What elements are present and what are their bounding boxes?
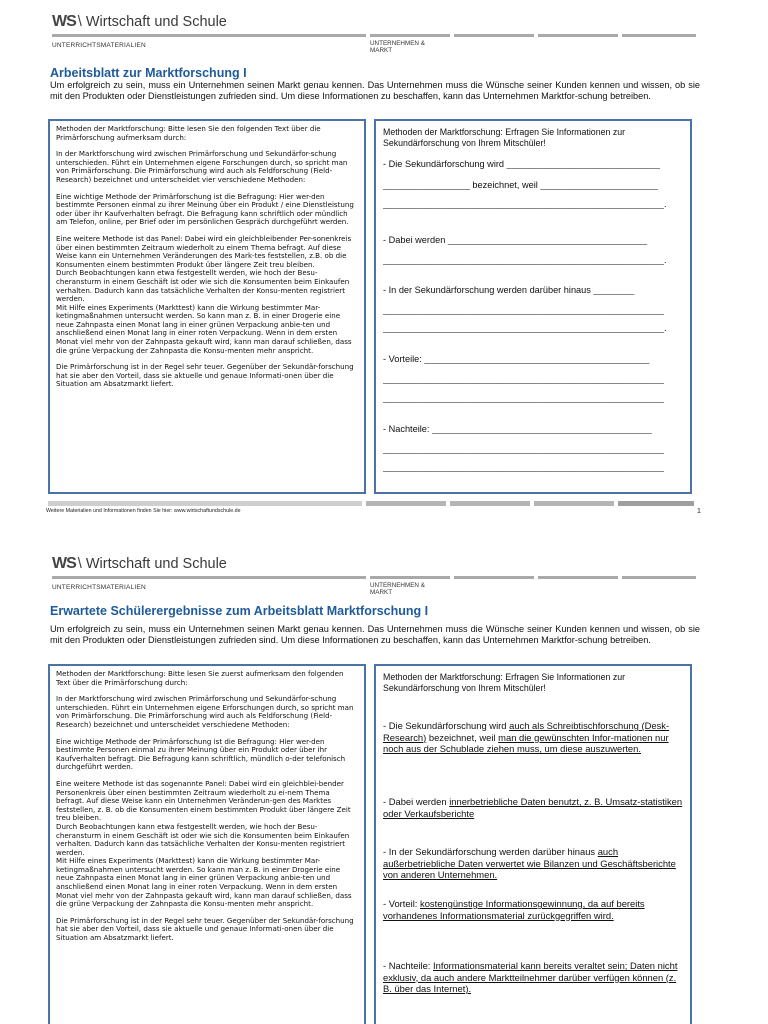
footer-rule [366,501,446,506]
answer-blank-line[interactable]: _______________________________________________________ [383,374,665,384]
topic-label-line: UNTERNEHMEN & [370,582,425,589]
footer-rule [618,501,694,506]
answer-prompt: - Vorteil: [383,898,420,909]
paragraph: Eine weitere Methode ist das sogenannte Panel: Dabei wird ein gleichblei-bender Personenkreis über einen bestimmten Zeitraum wiederholt zu ei-nem Thema befragt. Auf diese Weise kann ein Unternehmen Veränderun-gen des Marktes feststellen, z. B. ob die Konsumenten einem bestimmten Produkt über längere Zeit treu bleiben. [56,778,351,823]
primary-research-text-box [48,119,366,494]
intro-text: Um erfolgreich zu sein, muss ein Unternehmen seinen Markt genau kennen. Das Unternehmen muss die Wünsche seiner Kunden kennen und wissen, ob sie mit den Produkten oder Dienstleistungen zufrieden sind. Um diese Informationen zu beschaffen, kann das Unternehmen Marktfor-schung betreiben. [50,80,700,101]
paragraph: Eine wichtige Methode der Primärforschung ist die Befragung: Hier wer-den bestimmte Personen einmal zu ihrer Meinung über ein Produkt oder über ihr Kaufverhalten befragt. Die Befragung kann schriftlich, mündlich o-der telefonisch durchgeführt werden. [56,736,346,772]
answer-underlined: man die gewünschten Infor-mationen nur noch aus der Schublade ziehen muss, um diese auszuwerten. [383,731,669,754]
category-label: UNTERRICHTSMATERIALIEN [52,42,146,49]
topic-label-line: MARKT [370,47,393,54]
answer-blank-line[interactable]: - Vorteile: ____________________________________________ [383,354,650,364]
answer-blank-line[interactable]: _______________________________________________________. [383,323,667,333]
topic-label [370,40,450,54]
page-gap [0,524,768,542]
answer-blank-line[interactable]: _________________ bezeichnet, weil _______________________ [383,180,658,190]
answer-underlined: kostengünstige Informationsgewinnung, da auf bereits vorhandenes Informationsmaterial zurückgegriffen wird. [383,898,645,921]
footer-rule [450,501,530,506]
topic-label-line: UNTERNEHMEN & [370,40,425,47]
answer-prompt: - Die Sekundärforschung wird [383,720,510,731]
footer-rule [48,501,362,506]
answer-prompt: - Dabei werden [383,796,450,807]
header-rule [52,576,366,579]
answer-prompt: - Nachteile: [383,960,434,971]
answer-disadvantages [383,960,683,995]
secondary-research-task-box [374,119,692,494]
intro-text: Um erfolgreich zu sein, muss ein Unternehmen seinen Markt genau kennen. Das Unternehmen muss die Wünsche seiner Kunden kennen und wissen, ob sie mit den Produkten oder Dienstleistungen zufrieden sind. Um diese Informationen zu beschaffen, kann das Unternehmen Marktfor-schung betreiben. [50,624,700,645]
paragraph: In der Marktforschung wird zwischen Primärforschung und Sekundärfor-schung unterschieden. Führt ein Unternehmen eigene Erforschungen durch, so spricht man von Primärforschung. Die Primärforschung wird auch als Feldforschung (Field-Research) bezeichnet und unterscheidet verschiedene Methoden: [56,694,354,729]
header-rule [370,576,450,579]
paragraph: In der Marktforschung wird zwischen Primärforschung und Sekundärfor-schung unterschieden. Führt ein Unternehmen eigene Forschungen durch, so spricht man von Primärforschung. Die Primärforschung wird auch als Feldforschung (Field-Research) bezeichnet und unterscheidet vier verschiedene Methoden: [56,149,348,184]
header-rule [52,34,366,37]
brand-logo-text: \ Wirtschaft und Schule [77,556,227,572]
answer-prompt: - In der Sekundärforschung werden darüber hinaus [383,846,598,857]
page-number: 1 [697,508,701,515]
header-rule [454,576,534,579]
task-heading: Methoden der Marktforschung: Erfragen Sie Informationen zur Sekundärforschung von Ihrem Mitschüler! [383,672,626,693]
answer-blank-line[interactable]: - In der Sekundärforschung werden darüber hinaus ________ [383,285,635,295]
worksheet-page-2 [0,542,768,1024]
answer-blank-line[interactable]: _______________________________________________________. [383,199,667,209]
paragraph: Eine wichtige Methode der Primärforschung ist die Befragung: Hier wer-den bestimmte Personen einmal zu ihrer Meinung über ein Produkt / eine Dienstleistung oder über ihr Kaufverhalten befragt. Die Befragung kann schriftlich oder mündlich am Telefon, online, per Brief oder im persönlichen Gespräch durchgeführt werden. [56,191,354,227]
paragraph: Durch Beobachtungen kann etwa festgestellt werden, wie hoch der Besu-cheransturm in einem Geschäft ist oder wie sich die Konsumenten beim Einkaufen verhalten. Dadurch kann das tatsächliche Verhalten der Konsu-menten registriert werden. [56,821,350,857]
paragraph: Durch Beobachtungen kann etwa festgestellt werden, wie hoch der Besu-cheransturm in einem Geschäft ist oder wie sich die Konsumenten beim Einkaufen verhalten. Dadurch kann das tatsächliche Verhalten der Konsu-menten registriert werden. [56,268,350,304]
answer-blank-line[interactable]: - Die Sekundärforschung wird ______________________________ [383,159,660,169]
paragraph: Mit Hilfe eines Experiments (Markttest) kann die Wirkung bestimmter Mar-ketingmaßnahmen untersucht werden. So kann man z. B. in einer Drogerie eine neue Zahnpasta einen Monat lang in einer grünen Verpackung anbie-ten und anschließend einen Monat lang in einer roten Verpackung. Wenn in dem ersten Monat viel mehr von der Zahnpasta gekauft wird, kann man darauf schließen, dass die grüne Verpackung der Zahnpasta die Konsu-menten mehr anspricht. [56,856,352,909]
topic-label-line: MARKT [370,589,393,596]
paragraph: Eine weitere Methode ist das Panel: Dabei wird ein gleichbleibender Per-sonenkreis über einen bestimmten Zeitraum wiederholt zu einem Thema befragt. Auf diese Weise kann ein Unternehmen Veränderungen des Mark-tes feststellen, z.B. ob die Konsumenten einem bestimmten Produkt über längere Zeit treu bleiben. [56,233,352,269]
category-label: UNTERRICHTSMATERIALIEN [52,584,146,591]
header-rule [370,34,450,37]
task-heading: Methoden der Marktforschung: Erfragen Sie Informationen zur Sekundärforschung von Ihrem Mitschüler! [383,127,626,148]
brand-logo-text: \ Wirtschaft und Schule [77,14,227,30]
answer-underlined: auch als Schreibtischforschung (Desk-Research) [383,720,670,743]
brand-logo-mark: WS [52,555,76,572]
header-rule [538,576,618,579]
answer-underlined: auch außerbetriebliche Daten verwertet wie Bilanzen und Geschäftsberichte von anderen Unternehmen. [383,846,676,880]
topic-label [370,582,450,596]
footer-link-text[interactable]: Weitere Materialien und Informationen finden Sie hier: www.wirtschaftundschule.de [46,508,241,514]
brand-logo [52,12,227,32]
answer-blank-line[interactable]: _______________________________________________________ [383,305,665,315]
footer-rule [534,501,614,506]
paragraph: Die Primärforschung ist in der Regel sehr teuer. Gegenüber der Sekundär-forschung hat sie aber den Vorteil, dass sie aktuelle und genaue Informati-onen über die Situation am Absatzmarkt liefert. [56,915,354,943]
answer-blank-line[interactable]: _______________________________________________________ [383,444,665,454]
answer-blank-line[interactable]: - Nachteile: ___________________________________________ [383,424,652,434]
answer-external-data [383,846,683,881]
answer-blank-line[interactable]: - Dabei werden _______________________________________ [383,235,648,245]
answer-prompt: bezeichnet, weil [426,731,499,743]
answer-blank-line[interactable]: _______________________________________________________ [383,462,665,472]
answer-underlined: Informationsmaterial kann bereits veraltet sein; Daten nicht exklusiv, da auch andere Marktteilnehmer darüber verfügen können (z. B. über das Internet). [383,960,678,994]
answer-underlined: innerbetriebliche Daten benutzt, z. B. Umsatz-statistiken oder Verkaufsberichte [383,796,683,819]
header-rule [622,576,696,579]
page-title: Arbeitsblatt zur Marktforschung I [50,66,247,80]
brand-logo-mark: WS [52,13,76,30]
paragraph: Methoden der Marktforschung: Bitte lesen Sie den folgenden Text über die Primärforschung aufmerksam durch: [56,124,321,142]
secondary-research-answer-box [374,664,692,1024]
brand-logo [52,554,227,574]
paragraph: Mit Hilfe eines Experiments (Markttest) kann die Wirkung bestimmter Mar-ketingmaßnahmen untersucht werden. So kann man z. B. in einer Drogerie eine neue Zahnpasta einen Monat lang in einer grünen Verpackung anbie-ten und anschließend einen Monat lang in einer roten Verpackung. Wenn in dem ersten Monat viel mehr von der Zahnpasta gekauft wird, kann man darauf schließen, dass die grüne Verpackung der Zahnpasta die Konsu-menten mehr anspricht. [56,302,352,355]
header-rule [538,34,618,37]
primary-research-text-box [48,664,366,1024]
header-rule [622,34,696,37]
answer-secondary-research [383,720,683,755]
paragraph: Methoden der Marktforschung: Bitte lesen Sie zuerst aufmerksam den folgenden Text über die Primärforschung durch: [56,669,344,687]
page-title: Erwartete Schülerergebnisse zum Arbeitsblatt Marktforschung I [50,604,429,618]
answer-blank-line[interactable]: _______________________________________________________. [383,255,667,265]
paragraph: Die Primärforschung ist in der Regel sehr teuer. Gegenüber der Sekundär-forschung hat sie aber den Vorteil, dass sie aktuelle und genaue Informati-onen über die Situation am Absatzmarkt liefert. [56,362,354,389]
header-rule [454,34,534,37]
answer-advantage [383,898,683,921]
answer-blank-line[interactable]: _______________________________________________________ [383,393,665,403]
answer-internal-data [383,796,683,819]
